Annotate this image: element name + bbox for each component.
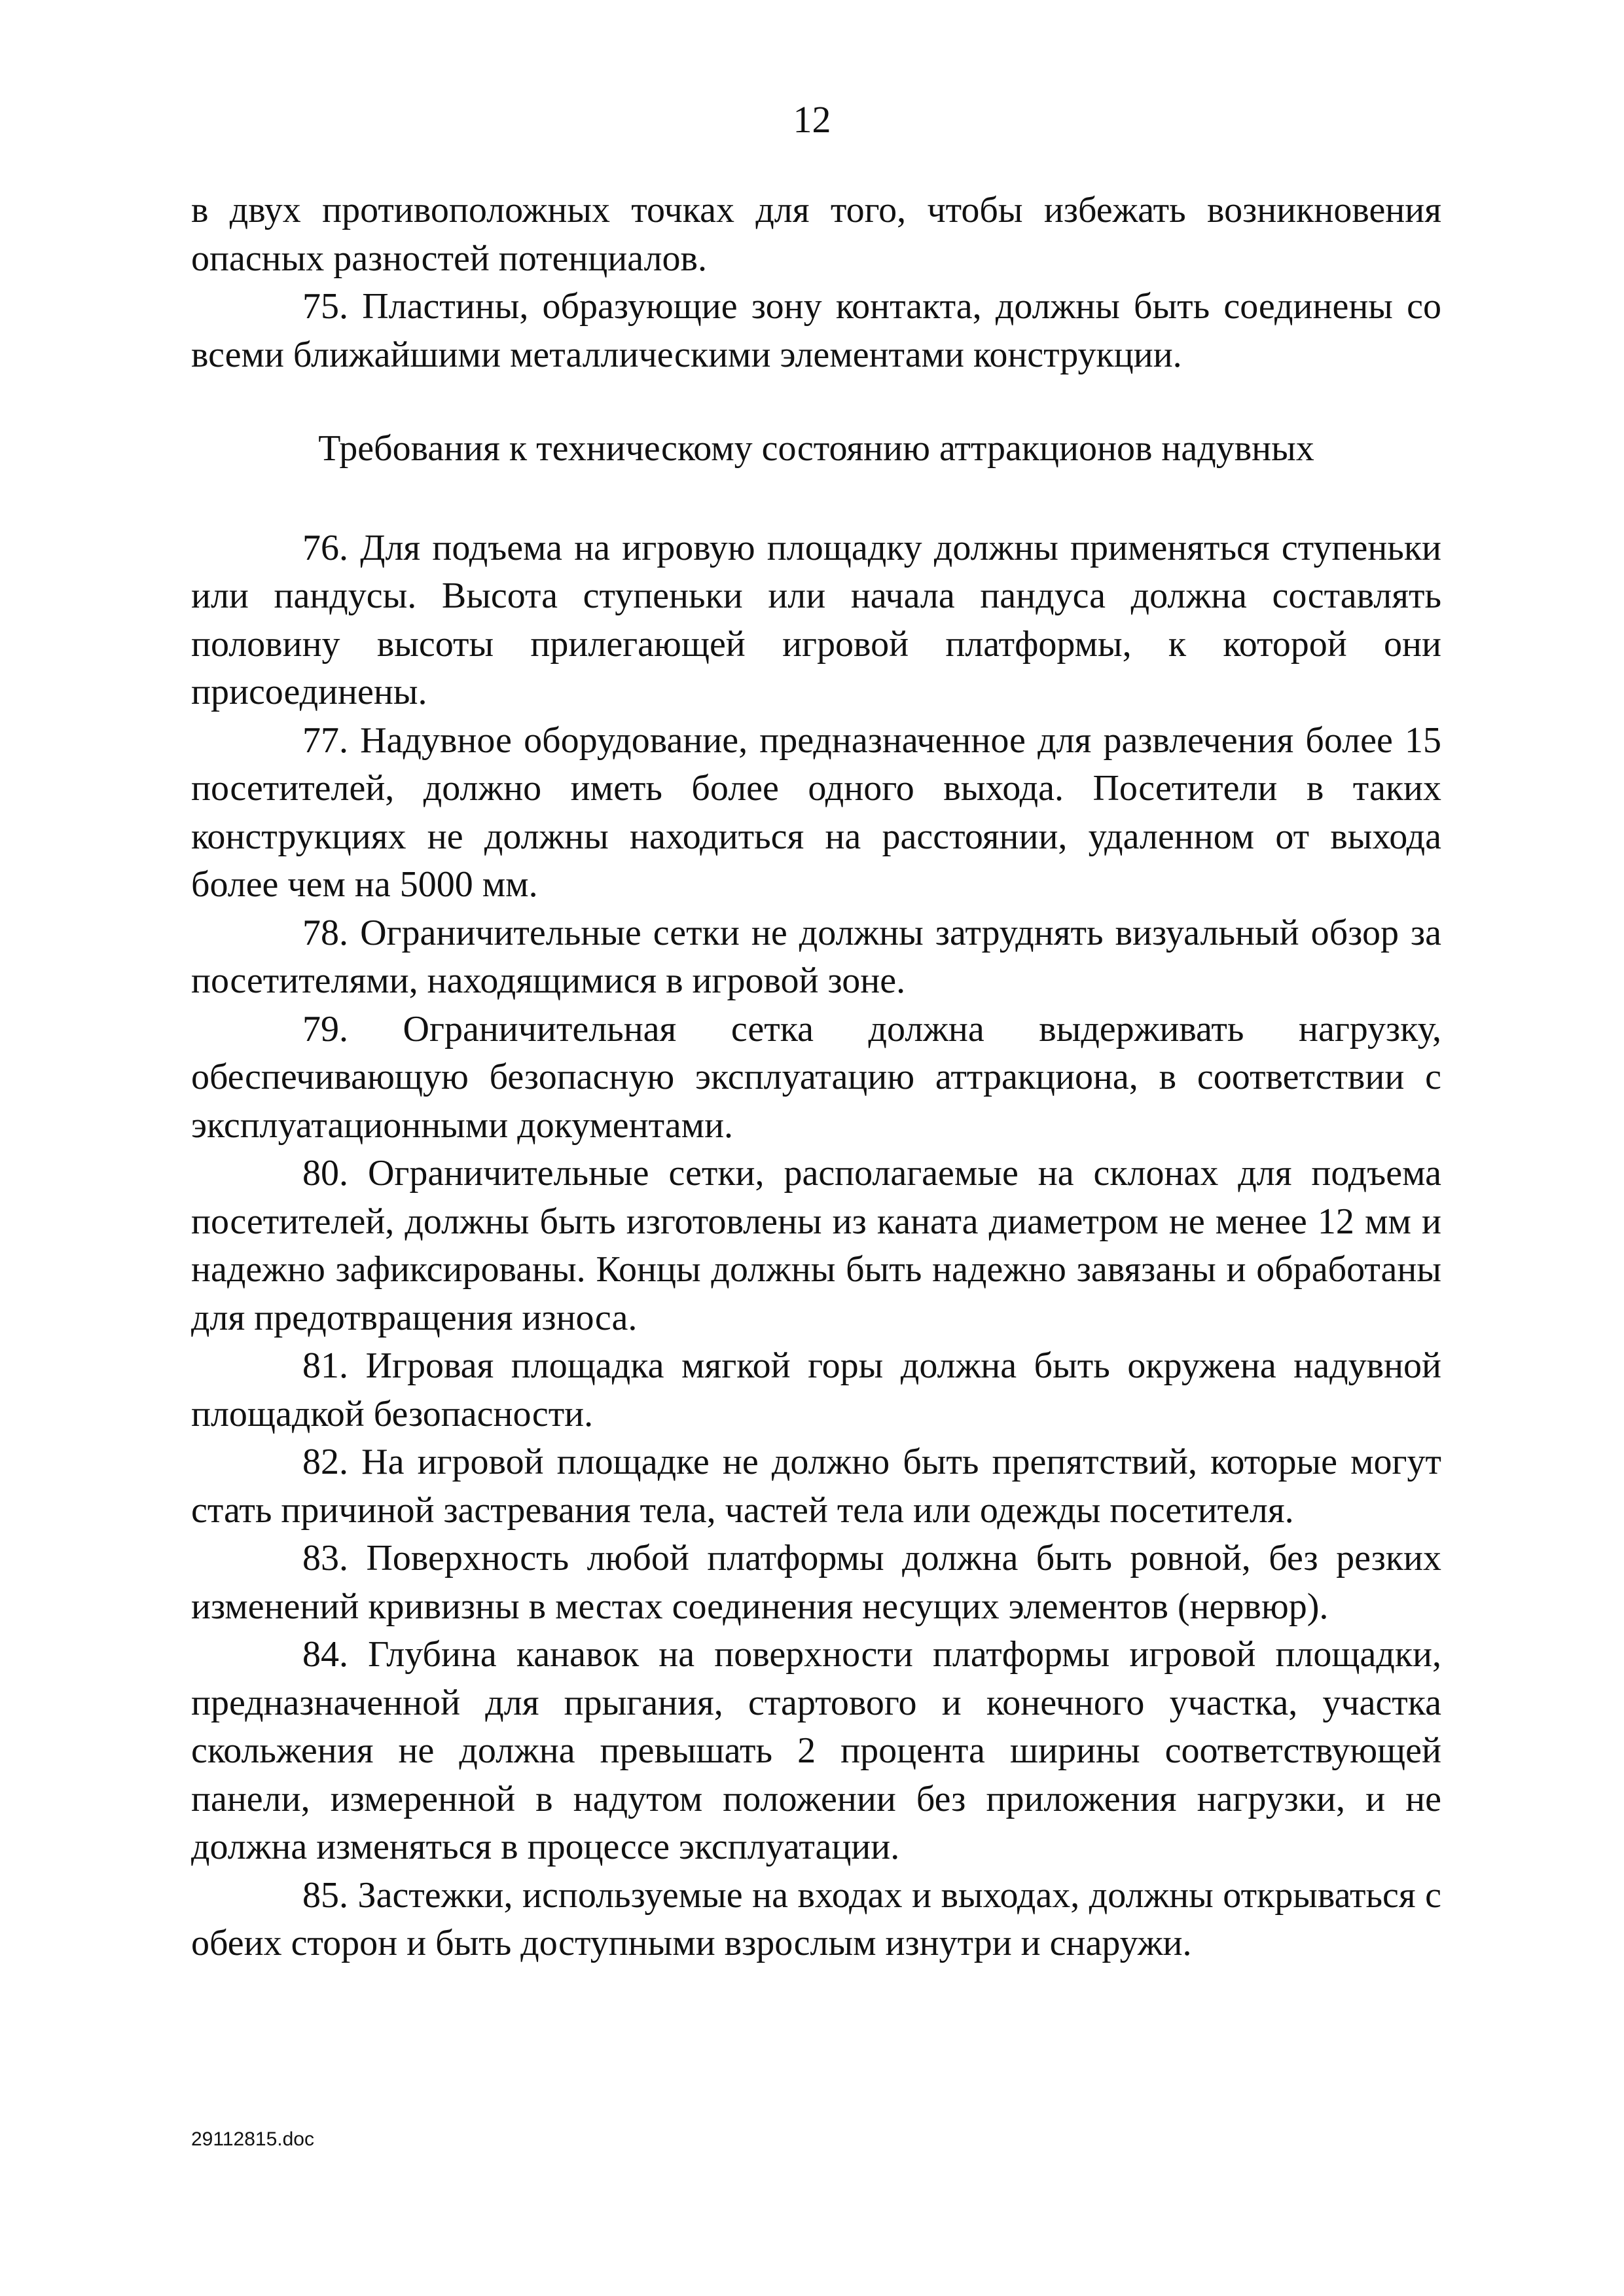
- paragraph-76: 76. Для подъема на игровую площадку должны применяться ступеньки или пандусы. Высота ступеньки или начала пандуса должна составлять половину высоты прилегающей игровой платформы, к которой они присоединены.: [191, 527, 1441, 712]
- paragraph-85: 85. Застежки, используемые на входах и выходах, должны открываться с обеих сторон и быть доступными взрослым изнутри и снаружи.: [191, 1874, 1441, 1963]
- paragraph-75: 75. Пластины, образующие зону контакта, должны быть соединены со всеми ближайшими металлическими элементами конструкции.: [191, 286, 1441, 375]
- section-heading: Требования к техническому состоянию аттракционов надувных: [318, 428, 1314, 469]
- paragraph-84: 84. Глубина канавок на поверхности платформы игровой площадки, предназначенной для прыгания, стартового и конечного участка, участка скольжения не должна превышать 2 процента ширины соответствующей панели, измеренной в надутом положении без приложения нагрузки, и не должна изменяться в процессе эксплуатации.: [191, 1634, 1441, 1867]
- paragraph-81: 81. Игровая площадка мягкой горы должна быть окружена надувной площадкой безопасности.: [191, 1345, 1441, 1434]
- paragraph-83: 83. Поверхность любой платформы должна быть ровной, без резких изменений кривизны в местах соединения несущих элементов (нервюр).: [191, 1538, 1441, 1627]
- paragraph-continuation: в двух противоположных точках для того, чтобы избежать возникновения опасных разностей потенциалов.: [191, 190, 1441, 279]
- paragraph-79: 79. Ограничительная сетка должна выдерживать нагрузку, обеспечивающую безопасную эксплуатацию аттракциона, в соответствии с эксплуатационными документами.: [191, 1008, 1441, 1146]
- document-body: [191, 187, 1441, 1968]
- page-number: 12: [793, 98, 831, 141]
- paragraph-77: 77. Надувное оборудование, предназначенное для развлечения более 15 посетителей, должно иметь более одного выхода. Посетители в таких конструкциях не должны находиться на расстоянии, удаленном от выхода более чем на 5000 мм.: [191, 720, 1441, 905]
- paragraph-80: 80. Ограничительные сетки, располагаемые на склонах для подъема посетителей, должны быть изготовлены из каната диаметром не менее 12 мм и надежно зафиксированы. Концы должны быть надежно завязаны и обработаны для предотвращения износа.: [191, 1153, 1441, 1338]
- paragraph-78: 78. Ограничительные сетки не должны затруднять визуальный обзор за посетителями, находящимися в игровой зоне.: [191, 912, 1441, 1001]
- paragraph-82: 82. На игровой площадке не должно быть препятствий, которые могут стать причиной застревания тела, частей тела или одежды посетителя.: [191, 1442, 1441, 1531]
- footer-filename: 29112815.doc: [191, 2128, 314, 2150]
